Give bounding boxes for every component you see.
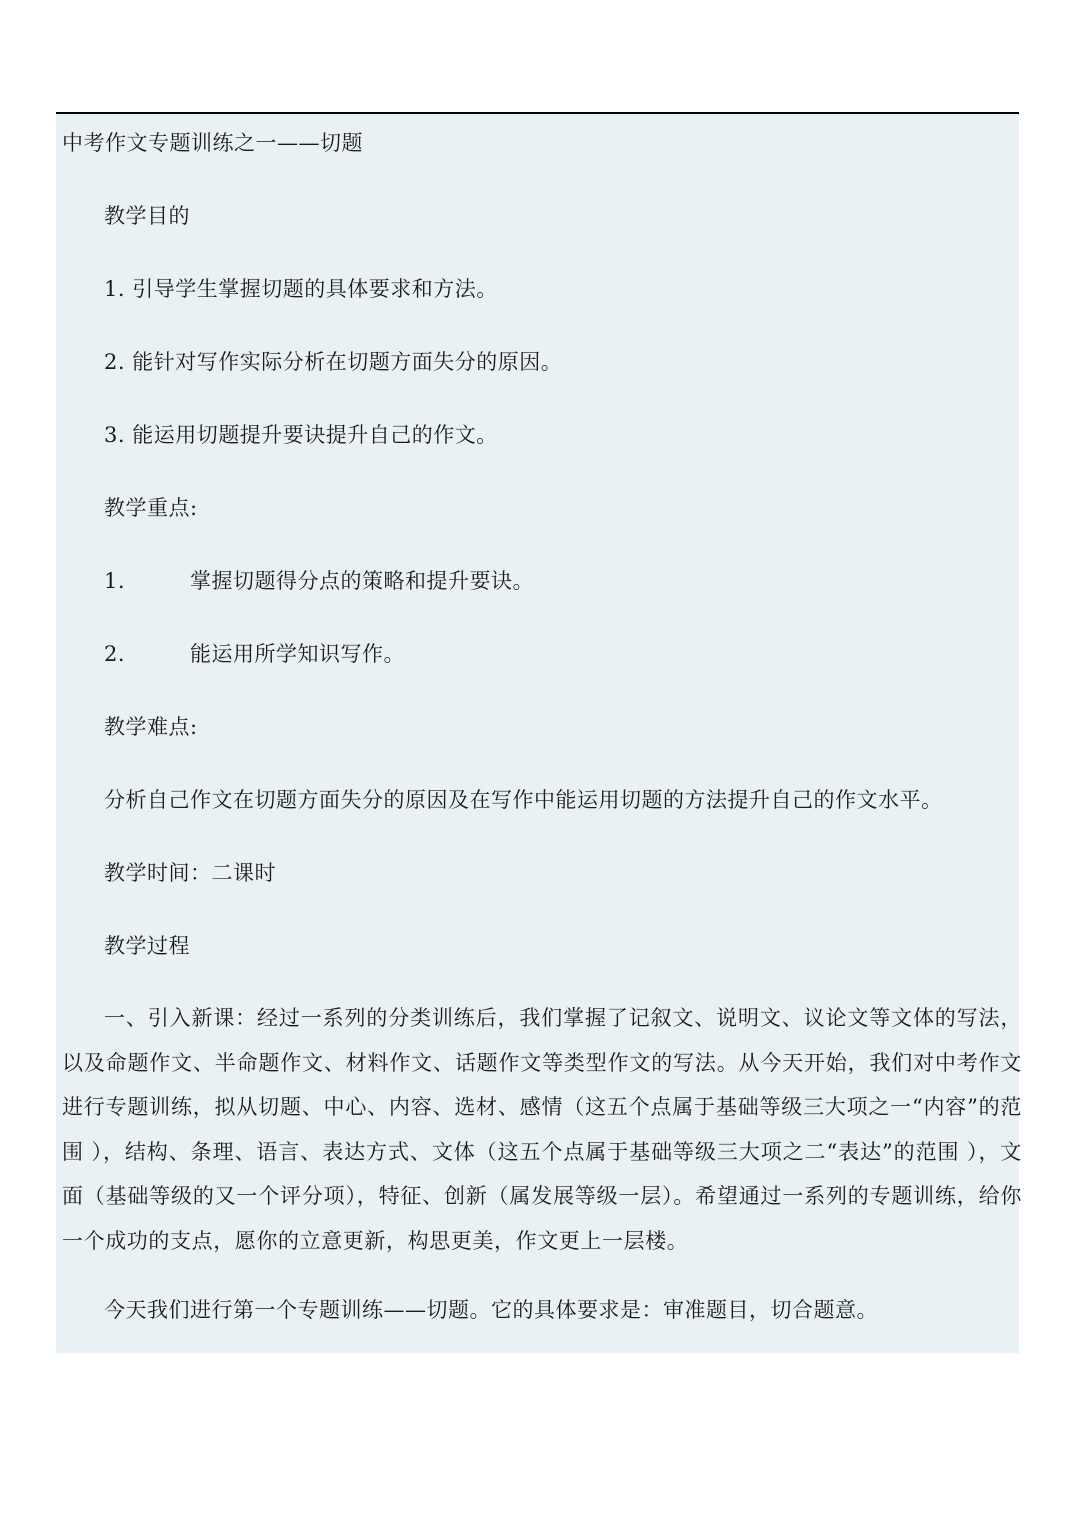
key-points-heading: 教学重点: (104, 496, 198, 520)
process-heading: 教学过程 (104, 934, 190, 958)
objective-item: 3. 能运用切题提升要诀提升自己的作文。 (104, 423, 498, 447)
objectives-heading: 教学目的 (104, 204, 190, 228)
difficulty-heading: 教学难点: (104, 715, 198, 739)
today-paragraph: 今天我们进行第一个专题训练——切题。它的具体要求是：审准题目，切合题意。 (104, 1298, 878, 1322)
intro-paragraph: 一、引入新课：经过一系列的分类训练后，我们掌握了记叙文、说明文、议论文等文体的写法，以及命题作文、半命题作文、材料作文、话题作文等类型作文的写法。从今天开始，我们对中考作文进行专题训练，拟从切题、中心、内容、选材、感情（这五个点属于基础等级三大项之一“内容”的范围 ），结构、条理、语言、表达方式、文体（这五个点属于基础等级三大项之二“表达”的范围 ），文面（基础等级的又一个评分项），特征、创新（属发展等级一层）。希望通过一系列的专题训练，给你一个成功的支点，愿你的立意更新，构思更美，作文更上一层楼。 (62, 1006, 1022, 1253)
key-point-text: 掌握切题得分点的策略和提升要诀。 (190, 569, 534, 593)
objective-item: 2. 能针对写作实际分析在切题方面失分的原因。 (104, 350, 563, 374)
key-point-number: 2. (104, 642, 126, 666)
key-point-item (104, 640, 405, 668)
key-point-number: 1. (104, 569, 126, 593)
difficulty-text: 分析自己作文在切题方面失分的原因及在写作中能运用切题的方法提升自己的作文水平。 (104, 788, 943, 812)
key-point-item (104, 567, 534, 595)
key-point-text: 能运用所学知识写作。 (190, 642, 405, 666)
document-title: 中考作文专题训练之一——切题 (62, 131, 363, 155)
objective-item: 1. 引导学生掌握切题的具体要求和方法。 (104, 277, 498, 301)
teaching-time: 教学时间：二课时 (104, 861, 276, 885)
